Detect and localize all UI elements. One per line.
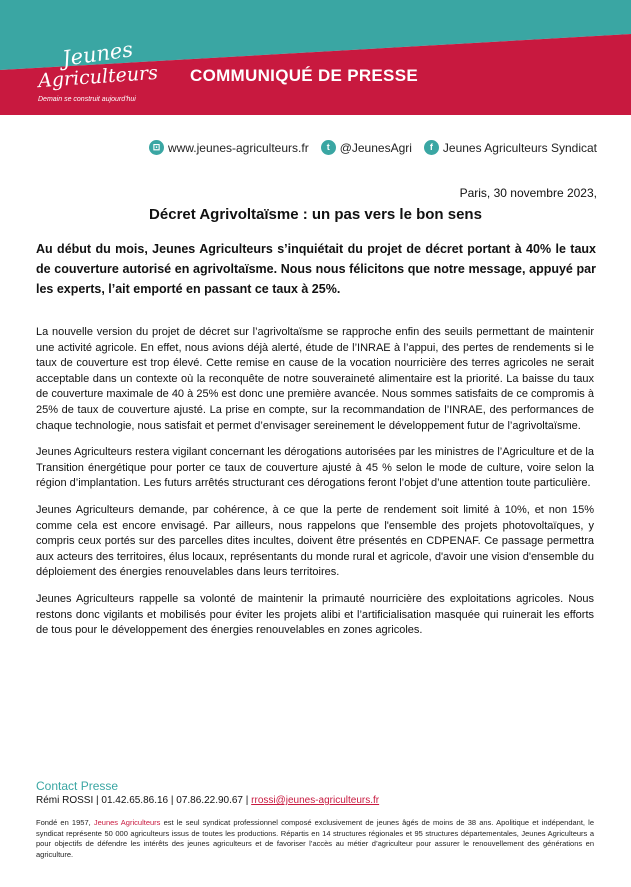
twitter-text: @JeunesAgri [339, 140, 412, 155]
contact-line [36, 795, 379, 806]
footer-prefix: Fondé en 1957, [36, 818, 91, 827]
contact-details: Rémi ROSSI | 01.42.65.86.16 | 07.86.22.90.67 | [36, 795, 249, 806]
web-icon: ⊡ [149, 140, 164, 155]
website-link[interactable] [149, 140, 309, 155]
twitter-icon: t [321, 140, 336, 155]
facebook-link[interactable] [424, 140, 597, 155]
paragraph-4: Jeunes Agriculteurs rappelle sa volonté de maintenir la primauté nourricière des exploitations agricoles. Nous restons donc vigilants et mobilisés pour éviter les projets alibi et l’artificialisation masquée qui ruinerait les efforts de tous pour le développement des énergies renouvelables en zones agricoles. [36, 592, 594, 637]
contact-title: Contact Presse [36, 779, 119, 793]
lead-paragraph: Au début du mois, Jeunes Agriculteurs s’inquiétait du projet de décret portant à 40% le taux de couverture autorisé en agrivoltaïsme. Nous nous félicitons que notre message, appuyé par les experts, l’ait emporté en passant ce taux à 25%. [36, 242, 596, 296]
twitter-link[interactable] [321, 140, 412, 155]
body-text [36, 325, 594, 650]
facebook-text: Jeunes Agriculteurs Syndicat [442, 140, 597, 155]
contact-email-link[interactable]: rrossi@jeunes-agriculteurs.fr [251, 795, 380, 806]
press-contact [36, 779, 379, 806]
footer-about [36, 818, 594, 860]
facebook-icon: f [424, 140, 439, 155]
header-banner [0, 0, 631, 115]
footer-text: est le seul syndicat professionnel composé exclusivement de jeunes âgés de moins de 38 ans. Apolitique et indépendant, le syndicat représente 50 000 agriculteurs issus de toutes les productions. Répartis en 14 structures régionales et 95 structures départementales, Jeunes Agriculteurs a pour objectifs de défendre les intérêts des jeunes agriculteurs et de favoriser l’accès au métier d’agriculteur pour assurer le renouvellement des générations en agriculture. [36, 818, 595, 859]
paragraph-1: La nouvelle version du projet de décret sur l’agrivoltaïsme se rapproche enfin des seuils permettant de maintenir une activité agricole. En effet, nous avions déjà alerté, étude de l’INRAE à l’appui, des pertes de rendements si le taux de couverture est trop élevé. Cette remise en cause de la vocation nourricière des terres agricoles ne serait acceptable dans un contexte où la reconquête de notre souveraineté alimentaire est la priorité. La baisse du taux de couverture maximale de 40 à 25% est donc une première avancée. Nous sommes satisfaits de ce compromis à 25% de taux de couverture ajusté. La prise en compte, sur la recommandation de l’INRAE, des performances de chaque technologie, nous satisfait et permet d’envisager sereinement le développement futur de l’agrivoltaïsme. [36, 326, 594, 432]
press-release-title: COMMUNIQUÉ DE PRESSE [190, 66, 418, 85]
website-text: www.jeunes-agriculteurs.fr [167, 140, 309, 155]
paragraph-3: Jeunes Agriculteurs demande, par cohérence, à ce que la perte de rendement soit limité à 10%, et non 15% comme cela est encore envisagé. Par ailleurs, nous rappelons que l'ensemble des projets photovoltaïques, y compris ceux portés sur des parcelles dites incultes, doivent être présentés en CDPENAF. Ce passage permettra aux acteurs des territoires, élus locaux, représentants du monde rural et agricole, d'avoir une vision d'ensemble du déploiement des énergies renouvelables dans leurs territoires. [36, 503, 594, 579]
logo-text-agriculteurs: Agriculteurs [37, 61, 159, 93]
document-title: Décret Agrivoltaïsme : un pas vers le bon sens [149, 206, 482, 223]
paragraph-2: Jeunes Agriculteurs restera vigilant concernant les dérogations autorisées par les ministres de l’Agriculture et de la Transition énergétique pour porter ce taux de couverture ajusté à 45 % selon le mode de culture, voire selon la région d’implantation. Les futurs arrêtés structurant ces dérogations feront l’objet d’une attention toute particulière. [36, 446, 594, 490]
logo-text-jeunes: Jeunes [60, 37, 135, 71]
social-links [143, 140, 597, 155]
footer-brand: Jeunes Agriculteurs [93, 818, 161, 827]
date-line: Paris, 30 novembre 2023, [459, 186, 597, 200]
logo-tagline: Demain se construit aujourd'hui [38, 96, 136, 103]
logo[interactable] [32, 36, 159, 116]
